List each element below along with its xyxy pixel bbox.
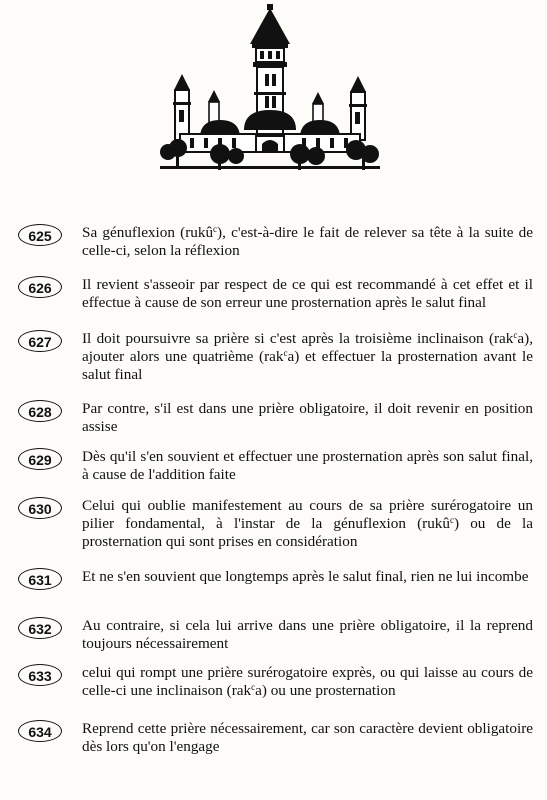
entry-number: 627 xyxy=(18,330,62,352)
entry-text: Par contre, s'il est dans une prière obligatoire, il doit revenir en position assise xyxy=(82,400,533,435)
entry-text: Reprend cette prière nécessairement, car son caractère devient obligatoire dès lors qu'on l'engage xyxy=(82,720,533,755)
entry-number: 625 xyxy=(18,224,62,246)
entry-text: Il doit poursuivre sa prière si c'est après la troisième inclinaison (rak$^c$a), ajouter alors une quatrième (rak$^c$a) et effectuer la prosternation avant le salut final xyxy=(82,330,533,383)
entry-number: 632 xyxy=(18,617,62,639)
entry-number: 631 xyxy=(18,568,62,590)
entry-text: Dès qu'il s'en souvient et effectuer une prosternation après son salut final, à cause de l'addition faite xyxy=(82,448,533,483)
entry-text: Il revient s'asseoir par respect de ce qui est recommandé à cet effet et il effectue à cause de son erreur une prosternation après le salut final xyxy=(82,276,533,311)
entry-text: Celui qui oublie manifestement au cours de sa prière surérogatoire un pilier fondamental, à l'instar de la génuflexion (rukû$^c$) ou de la prosternation qui sont prises en considération xyxy=(82,497,533,550)
entry-text: Sa génuflexion (rukû$^c$), c'est-à-dire le fait de relever sa tête à la suite de celle-ci, selon la réflexion xyxy=(82,224,533,259)
entry-number: 630 xyxy=(18,497,62,519)
entry-number: 629 xyxy=(18,448,62,470)
entry-text: celui qui rompt une prière surérogatoire exprès, ou qui laisse au cours de celle-ci une inclinaison (rak$^c$a) ou une prosternation xyxy=(82,664,533,699)
entry-number: 634 xyxy=(18,720,62,742)
entry-number: 626 xyxy=(18,276,62,298)
entry-number: 633 xyxy=(18,664,62,686)
entry-text: Et ne s'en souvient que longtemps après le salut final, rien ne lui incombe xyxy=(82,568,529,585)
entry-number: 628 xyxy=(18,400,62,422)
entry-text: Au contraire, si cela lui arrive dans une prière obligatoire, il la reprend toujours nécessairement xyxy=(82,617,533,652)
